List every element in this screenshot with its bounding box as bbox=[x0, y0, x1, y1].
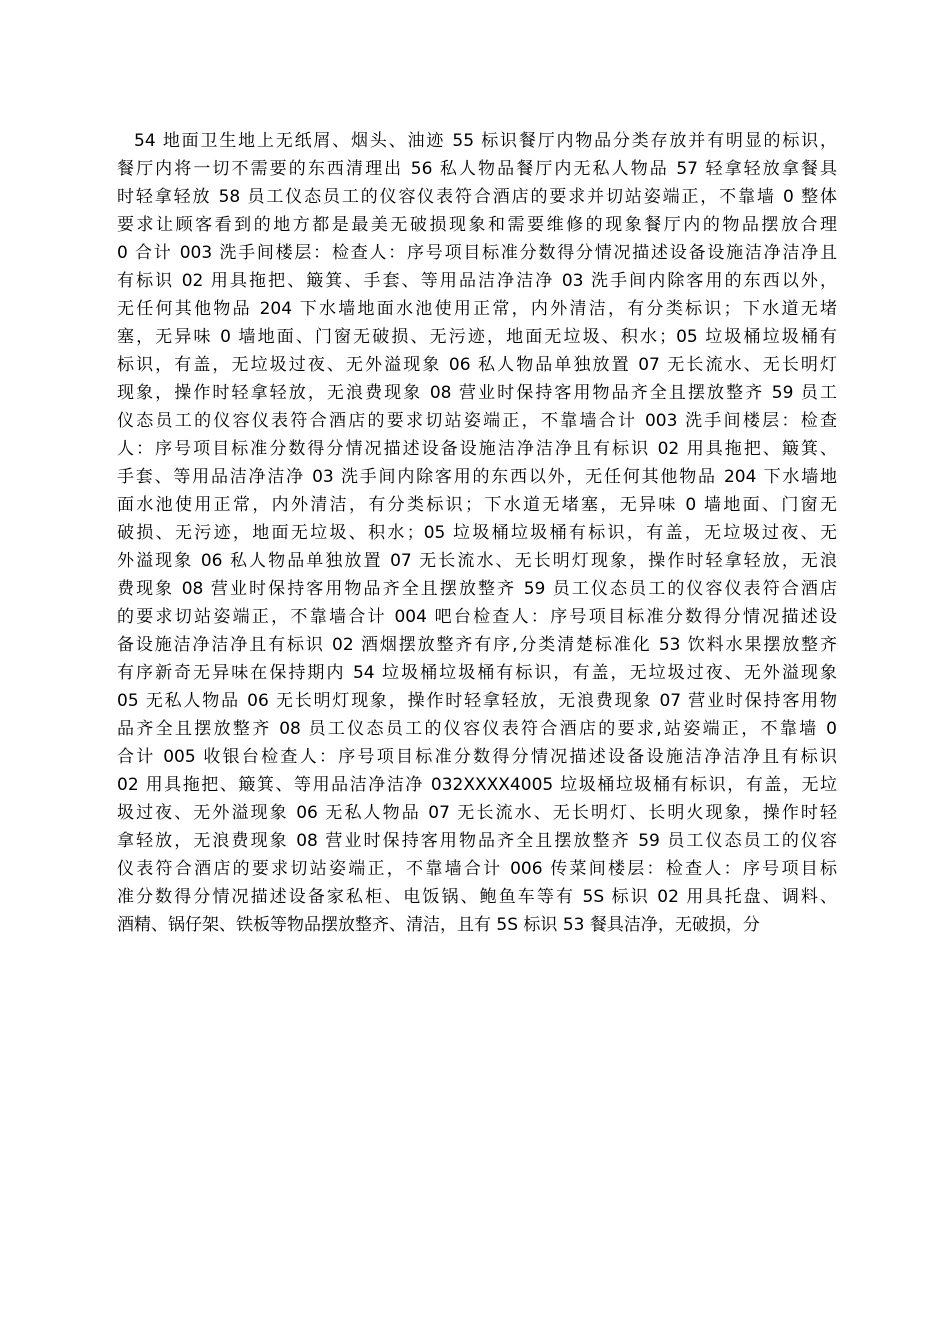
text-line: 费现象 08 营业时保持客用物品齐全且摆放整齐 59 员工仪态员工的仪容仪表符合酒店 bbox=[117, 579, 837, 599]
text-line: 合计 005 收银台检查人：序号项目标准分数得分情况描述设备设施洁净洁净且有标识 bbox=[117, 747, 837, 767]
text-line: 05 无私人物品 06 无长明灯现象，操作时轻拿轻放，无浪费现象 07 营业时保持客用物 bbox=[117, 691, 837, 711]
text-line: 面水池使用正常，内外清洁，有分类标识；下水道无堵塞，无异味 0 墙地面、门窗无 bbox=[117, 495, 837, 515]
text-line: 无任何其他物品 204 下水墙地面水池使用正常，内外清洁，有分类标识；下水道无堵 bbox=[117, 299, 837, 319]
text-line: 02 用具拖把、簸箕、等用品洁净洁净 032XXXX4005 垃圾桶垃圾桶有标识，有盖，无垃 bbox=[117, 775, 837, 795]
text-line: 拿轻放，无浪费现象 08 营业时保持客用物品齐全且摆放整齐 59 员工仪态员工的仪容 bbox=[117, 831, 837, 851]
text-line: 破损、无污迹，地面无垃圾、积水；05 垃圾桶垃圾桶有标识，有盖，无垃圾过夜、无 bbox=[117, 523, 837, 543]
text-line: 备设施洁净洁净且有标识 02 酒烟摆放整齐有序,分类清楚标准化 53 饮料水果摆放整齐 bbox=[117, 635, 837, 655]
text-line: 现象，操作时轻拿轻放，无浪费现象 08 营业时保持客用物品齐全且摆放整齐 59 员工 bbox=[117, 383, 837, 403]
text-line: 有序新奇无异味在保持期内 54 垃圾桶垃圾桶有标识，有盖，无垃圾过夜、无外溢现象 bbox=[117, 663, 837, 683]
text-line: 圾过夜、无外溢现象 06 无私人物品 07 无长流水、无长明灯、长明火现象，操作时轻 bbox=[117, 803, 837, 823]
text-line: 仪态员工的仪容仪表符合酒店的要求切站姿端正，不靠墙合计 003 洗手间楼层：检查 bbox=[117, 411, 837, 431]
text-line: 手套、等用品洁净洁净 03 洗手间内除客用的东西以外，无任何其他物品 204 下水墙地 bbox=[117, 467, 837, 487]
body-paragraph bbox=[117, 127, 837, 939]
text-line: 的要求切站姿端正，不靠墙合计 004 吧台检查人：序号项目标准分数得分情况描述设 bbox=[117, 607, 837, 627]
text-line: 54 地面卫生地上无纸屑、烟头、油迹 55 标识餐厅内物品分类存放并有明显的标识， bbox=[134, 131, 837, 151]
text-line: 外溢现象 06 私人物品单独放置 07 无长流水、无长明灯现象，操作时轻拿轻放，无浪 bbox=[117, 551, 837, 571]
text-line: 时轻拿轻放 58 员工仪态员工的仪容仪表符合酒店的要求并切站姿端正，不靠墙 0 整体 bbox=[117, 187, 837, 207]
text-line: 标识，有盖，无垃圾过夜、无外溢现象 06 私人物品单独放置 07 无长流水、无长明灯 bbox=[117, 355, 837, 375]
text-line: 塞，无异味 0 墙地面、门窗无破损、无污迹，地面无垃圾、积水；05 垃圾桶垃圾桶有 bbox=[117, 327, 837, 347]
text-line: 人：序号项目标准分数得分情况描述设备设施洁净洁净且有标识 02 用具拖把、簸箕、 bbox=[117, 439, 837, 459]
text-line: 品齐全且摆放整齐 08 员工仪态员工的仪容仪表符合酒店的要求,站姿端正，不靠墙 0 bbox=[117, 719, 837, 739]
text-line: 酒精、锅仔架、铁板等物品摆放整齐、清洁，且有 5S 标识 53 餐具洁净，无破损，分 bbox=[117, 915, 760, 935]
text-line: 有标识 02 用具拖把、簸箕、手套、等用品洁净洁净 03 洗手间内除客用的东西以外， bbox=[117, 271, 837, 291]
text-line: 要求让顾客看到的地方都是最美无破损现象和需要维修的现象餐厅内的物品摆放合理 bbox=[117, 215, 837, 235]
text-line: 准分数得分情况描述设备家私柜、电饭锅、鲍鱼车等有 5S 标识 02 用具托盘、调料、 bbox=[117, 887, 837, 907]
text-line: 仪表符合酒店的要求切站姿端正，不靠墙合计 006 传菜间楼层：检查人：序号项目标 bbox=[117, 859, 837, 879]
text-line: 0 合计 003 洗手间楼层：检查人：序号项目标准分数得分情况描述设备设施洁净洁净且 bbox=[117, 243, 837, 263]
text-line: 餐厅内将一切不需要的东西清理出 56 私人物品餐厅内无私人物品 57 轻拿轻放拿餐具 bbox=[117, 159, 837, 179]
